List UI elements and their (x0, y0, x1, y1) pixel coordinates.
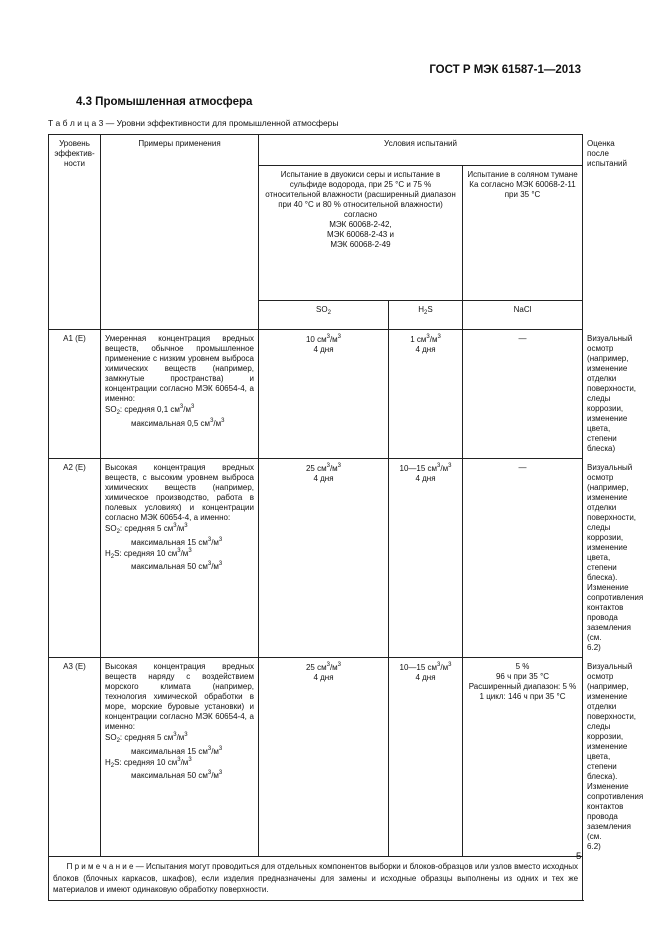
nacl-line: — (518, 334, 527, 343)
row-applications-text: Умеренная концентрация вредных веществ, обычное промышленное применение с низким уровнем выброса химических веществ (например, замкнутые пространства) и концентрации согласно МЭК 60654-4, а именно: (105, 334, 254, 403)
h2s-value: 10—15 $см^3/м^3$ (399, 662, 452, 672)
header-gas-test (259, 166, 463, 301)
nacl-line: 5 % (515, 662, 530, 671)
header-h2s-base: H (418, 305, 425, 314)
concentration-line: $SO_2$: средняя 0,1 $см^3/м^3$ (105, 404, 195, 416)
h2s-duration: 4 дня (415, 474, 436, 483)
header-gas-test-line: Испытание в двуокиси серы и испытание в сульфиде водорода, при 25 °С и 75 % относительной влажности (расширенный диапазон при 40 °С и 80 % относительной влажности) согласно (265, 170, 456, 219)
header-nacl: NaCl (463, 301, 583, 330)
row-level: A3 (E) (49, 658, 101, 857)
table-row: A1 (E) Умеренная концентрация вредных веществ, обычное промышленное применение с низким уровнем выброса химических веществ (например, замкнутые пространства) и концентрации согласно МЭК 60654-4, а именно: $SO_2$: средняя 0,1 $см^3/м^3$ максимальная 0,5 $см^3/м^3$ 10 $см^3/м^3$ 4 дня 1 $см^3/м^3$ 4 дня — Визуальный осмотр (например, изменение отделки поверхности, следы коррозии, изменение цвета, степени блеска) (49, 330, 583, 459)
concentration-line: максимальная 0,5 $см^3/м^3$ (131, 417, 225, 428)
header-so2-base: SO (316, 305, 328, 314)
table-note (49, 857, 583, 901)
performance-levels-table: Уровень эффектив-ности Примеры применения Условия испытаний Оценка после испытаний Испытание в двуокиси серы и испытание в сульфиде водорода, при 25 °С и 75 % относительной влажности (расширенный диапазон при 40 °С и 80 % относительной влажности) согласно МЭК 60068-2-42, МЭК 60068-2-43 и МЭК 60068-2-49 Испытание в соляном тумане Ка согласно МЭК 60068-2-11 при 35 °С $SO_2$ $H_2S$ NaCl A1 (E) Умеренная концентрация вредных веществ, обычное промышленное применение с низким уровнем выброса химических веществ (например, замкнутые пространства) и концентрации согласно МЭК 60654-4, а именно: $SO_2$: средняя 0,1 $см^3/м^3$ максимальная 0,5 $см^3/м^3$ 10 $см^3/м^3$ 4 дня 1 $см^3/м^3$ 4 дня — Визуальный осмотр (например, изменение отделки поверхности, следы коррозии, изменение цвета, степени блеска) A2 (E) Высокая концентрация вредных веществ, с высоким уровнем выброса химических веществ (например, химическое производство, работа в полевых условиях) и концентрации согласно МЭК 60654-4, а именно: $SO_2$: средняя 5 $см^3/м^3$ максимальная 15 $см^3/м^3$ $H_2S$: средняя 10 $см^3/м^3$ максимальная 50 $см^3/м^3$ 25 $см^3/м^3$ 4 дня 10—15 $см^3/м^3$ 4 дня — Визуальный осмотр (например, изменение отделки поверхности, следы коррозии, изменение цвета, степени блеска). Изменение сопротивления контактов провода заземления (см. 6.2) A3 (E) Высокая концентрация вредных веществ наряду с воздействием морского климата (например, технология химической обработки в море, морские буровые установки) и концентрации согласно МЭК 60654-4, а именно: $SO_2$: средняя 5 $см^3/м^3$ максимальная 15 $см^3/м^3$ $H_2S$: средняя 10 $см^3/м^3$ максимальная 50 $см^3/м^3$ 25 $см^3/м^3$ 4 дня 10—15 $см^3/м^3$ 4 дня 5 % 96 ч при 35 °С Расширенный диапазон: 5 % 1 цикл: 146 ч при 35 °С Визуальный осмотр (например, изменение отделки поверхности, следы коррозии, изменение цвета, степени блеска). Изменение сопротивления контактов провода заземления (см. 6.2) П р и м е ч а н и е — Испытания могут проводиться для отдельных компонентов выборки и блоков-образцов или узлов вместо исходных блоков (блочных каркасов, шкафов), если изделия предназначены для замены и исходные образцы выполнены из одних и тех же материалов и имеют одинаковую обработку поверхности. (48, 134, 583, 901)
h2s-duration: 4 дня (415, 345, 436, 354)
h2s-duration: 4 дня (415, 673, 436, 682)
so2-duration: 4 дня (313, 345, 334, 354)
so2-value: 10 $см^3/м^3$ (305, 334, 342, 344)
row-so2 (259, 459, 389, 658)
row-level: A1 (E) (49, 330, 101, 459)
row-applications-text: Высокая концентрация вредных веществ, с высоким уровнем выброса химических веществ (например, химическое производство, работа в полевых условиях) и концентрации согласно МЭК 60654-4, а именно: (105, 463, 254, 522)
header-so2-sub: 2 (327, 310, 331, 316)
page-number: 5 (576, 851, 582, 862)
header-conditions: Условия испытаний (259, 135, 583, 166)
row-applications (101, 330, 259, 459)
header-h2s-tail: S (427, 305, 433, 314)
row-applications (101, 459, 259, 658)
row-nacl (463, 658, 583, 857)
row-so2 (259, 658, 389, 857)
so2-duration: 4 дня (313, 673, 334, 682)
row-h2s (389, 459, 463, 658)
concentration-line: $H_2S$: средняя 10 $см^3/м^3$ (105, 547, 192, 560)
concentration-line: максимальная 15 $см^3/м^3$ (131, 745, 223, 756)
table-row: A2 (E) Высокая концентрация вредных веществ, с высоким уровнем выброса химических веществ (например, химическое производство, работа в полевых условиях) и концентрации согласно МЭК 60654-4, а именно: $SO_2$: средняя 5 $см^3/м^3$ максимальная 15 $см^3/м^3$ $H_2S$: средняя 10 $см^3/м^3$ максимальная 50 $см^3/м^3$ 25 $см^3/м^3$ 4 дня 10—15 $см^3/м^3$ 4 дня — Визуальный осмотр (например, изменение отделки поверхности, следы коррозии, изменение цвета, степени блеска). Изменение сопротивления контактов провода заземления (см. 6.2) (49, 459, 583, 658)
so2-value: 25 $см^3/м^3$ (305, 662, 342, 672)
table-caption-text: — Уровни эффективности для промышленной атмосферы (103, 118, 339, 128)
concentration-line: $SO_2$: средняя 5 $см^3/м^3$ (105, 732, 188, 744)
header-gas-test-line: МЭК 60068-2-43 и (327, 230, 394, 239)
nacl-line: Расширенный диапазон: 5 % (468, 682, 577, 691)
row-h2s (389, 330, 463, 459)
so2-value: 25 $см^3/м^3$ (305, 463, 342, 473)
row-applications-text: Высокая концентрация вредных веществ наряду с воздействием морского климата (например, технология химической обработки в море, морские буровые установки) и концентрации согласно МЭК 60654-4, а именно: (105, 662, 254, 731)
row-h2s (389, 658, 463, 857)
header-h2s (389, 301, 463, 330)
row-level: A2 (E) (49, 459, 101, 658)
row-nacl (463, 459, 583, 658)
header-level: Уровень эффектив-ности (49, 135, 101, 330)
table-caption (48, 118, 339, 128)
h2s-value: 10—15 $см^3/м^3$ (399, 463, 452, 473)
nacl-line: 96 ч при 35 °С (495, 672, 550, 681)
concentration-line: максимальная 15 $см^3/м^3$ (131, 536, 223, 547)
header-h2s-sub: 2 (424, 310, 428, 316)
section-title: 4.3 Промышленная атмосфера (76, 96, 253, 108)
so2-duration: 4 дня (313, 474, 334, 483)
table-caption-label: Т а б л и ц а 3 (48, 118, 104, 128)
row-nacl (463, 330, 583, 459)
table-note-label: П р и м е ч а н и е (66, 862, 134, 871)
concentration-line: максимальная 50 $см^3/м^3$ (131, 561, 223, 571)
row-applications (101, 658, 259, 857)
concentration-line: $H_2S$: средняя 10 $см^3/м^3$ (105, 756, 192, 769)
document-header: ГОСТ Р МЭК 61587-1—2013 (429, 64, 581, 76)
concentration-line: максимальная 50 $см^3/м^3$ (131, 770, 223, 780)
table-note-text: — Испытания могут проводиться для отдельных компонентов выборки и блоков-образцов или узлов вместо исходных блоков (блочных каркасов, шкафов), если изделия предназначены для замены и исходные образцы выполнены из одних и тех же материалов и имеют одинаковую обработку поверхности. (53, 862, 579, 895)
concentration-line: $SO_2$: средняя 5 $см^3/м^3$ (105, 523, 188, 535)
header-examples: Примеры применения (101, 135, 259, 330)
header-salt-test: Испытание в соляном тумане Ка согласно МЭК 60068-2-11 при 35 °С (463, 166, 583, 301)
header-gas-test-line: МЭК 60068-2-42, (329, 220, 392, 229)
nacl-line: — (518, 463, 527, 472)
nacl-line: 1 цикл: 146 ч при 35 °С (479, 692, 566, 701)
row-so2 (259, 330, 389, 459)
h2s-value: 1 $см^3/м^3$ (410, 334, 441, 344)
table-row: A3 (E) Высокая концентрация вредных веществ наряду с воздействием морского климата (например, технология химической обработки в море, морские буровые установки) и концентрации согласно МЭК 60654-4, а именно: $SO_2$: средняя 5 $см^3/м^3$ максимальная 15 $см^3/м^3$ $H_2S$: средняя 10 $см^3/м^3$ максимальная 50 $см^3/м^3$ 25 $см^3/м^3$ 4 дня 10—15 $см^3/м^3$ 4 дня 5 % 96 ч при 35 °С Расширенный диапазон: 5 % 1 цикл: 146 ч при 35 °С Визуальный осмотр (например, изменение отделки поверхности, следы коррозии, изменение цвета, степени блеска). Изменение сопротивления контактов провода заземления (см. 6.2) (49, 658, 583, 857)
header-gas-test-line: МЭК 60068-2-49 (330, 240, 391, 249)
header-so2 (259, 301, 389, 330)
